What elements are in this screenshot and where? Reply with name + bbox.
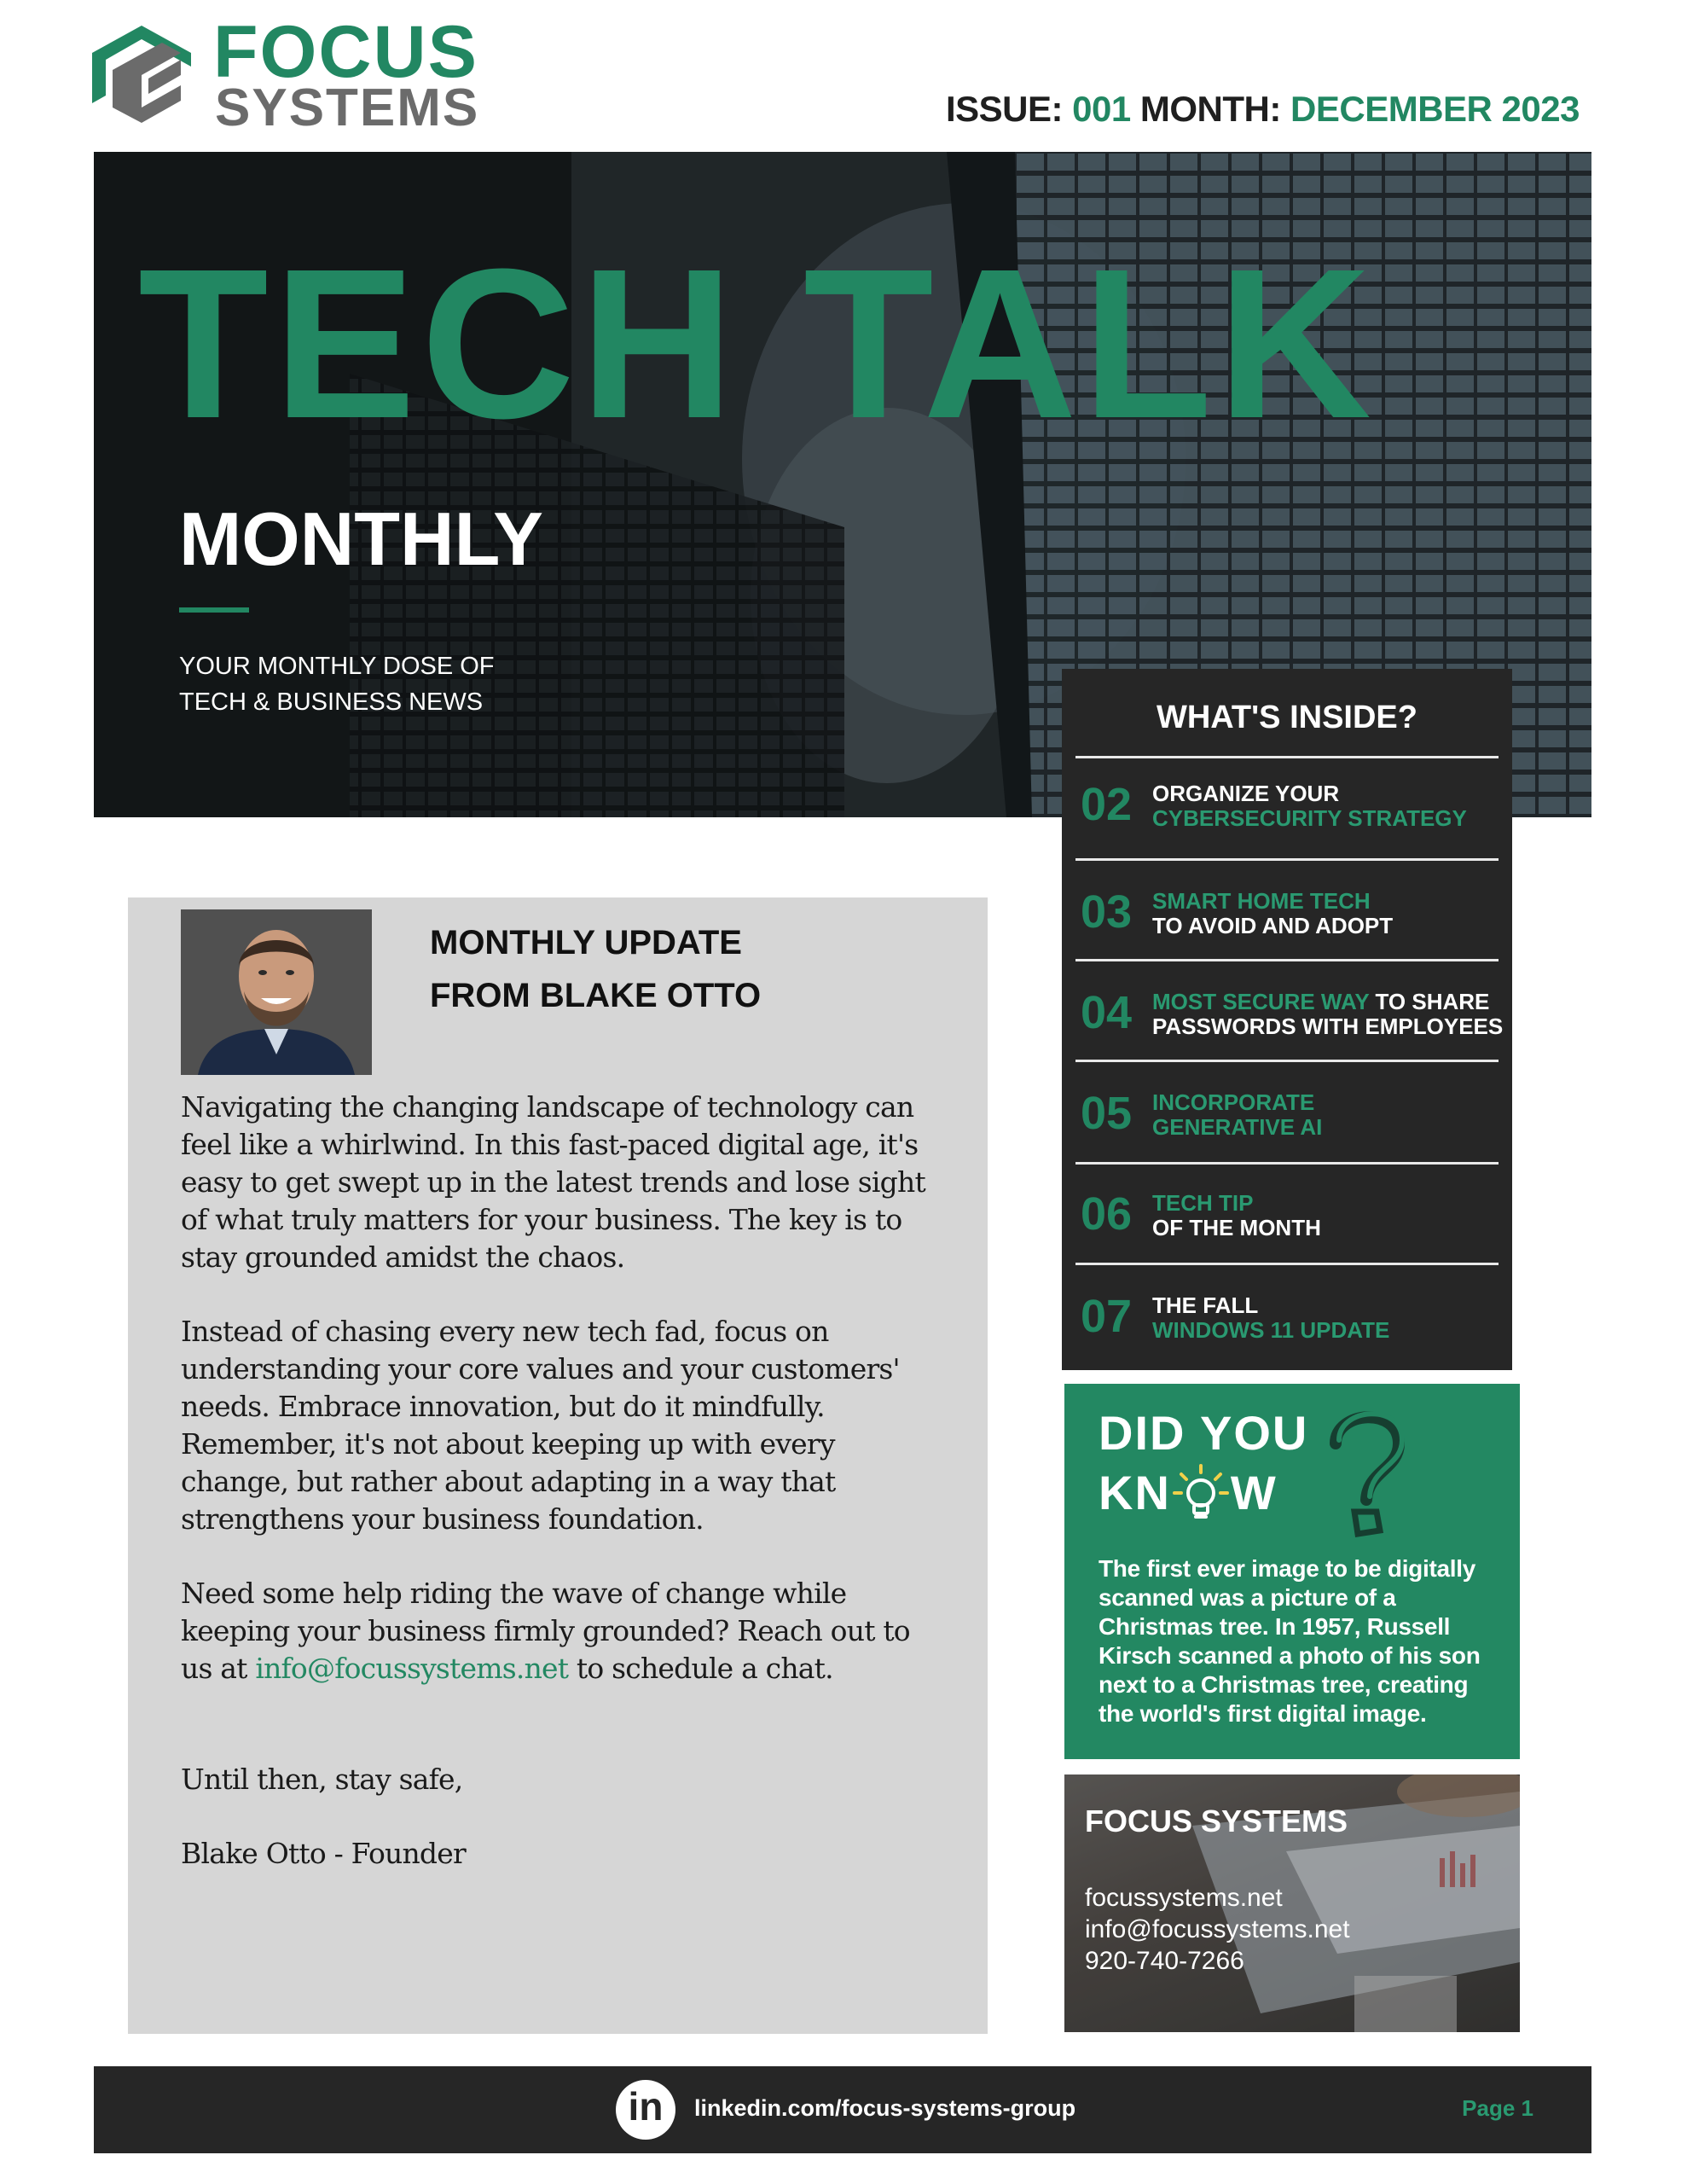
founder-letter-card xyxy=(128,897,988,2034)
letter-paragraph-1: Navigating the changing landscape of technology can feel like a whirlwind. In this fast-paced digital age, it's easy to get swept up in the latest trends and lose sight of what truly matters for your business. The key is to stay grounded amidst the chaos. xyxy=(181,1090,925,1274)
toc-item-number: 05 xyxy=(1081,1088,1133,1139)
toc-item-05[interactable] xyxy=(1081,1085,1507,1153)
month-value: DECEMBER 2023 xyxy=(1290,89,1580,129)
toc-divider xyxy=(1075,756,1499,758)
toc-item-02[interactable] xyxy=(1081,776,1507,845)
toc-item-label xyxy=(1152,781,1467,831)
whats-inside-panel xyxy=(1062,669,1512,1370)
toc-item-line-1: TECH TIP xyxy=(1152,1190,1254,1216)
hero-tagline-line-2: TECH & BUSINESS NEWS xyxy=(179,688,484,716)
contact-email-link[interactable]: info@focussystems.net xyxy=(1085,1915,1350,1943)
letter-signature: Blake Otto - Founder xyxy=(181,1837,466,1870)
toc-item-line-1-highlight: MOST SECURE WAY xyxy=(1152,989,1370,1014)
hero-title: TECH TALK xyxy=(138,224,1377,462)
toc-divider xyxy=(1075,1263,1499,1265)
letter-closing: Until then, stay safe, xyxy=(181,1763,463,1796)
letter-body xyxy=(181,1089,948,1909)
letter-heading xyxy=(430,916,761,1022)
issue-label: ISSUE: xyxy=(945,89,1073,129)
toc-divider xyxy=(1075,1162,1499,1165)
question-mark-icon xyxy=(1320,1399,1414,1544)
toc-item-label xyxy=(1152,1090,1322,1140)
did-you-know-panel xyxy=(1064,1384,1520,1759)
letter-paragraph-3 xyxy=(181,1575,948,1687)
letter-heading-line-2: FROM BLAKE OTTO xyxy=(430,977,762,1014)
toc-divider xyxy=(1075,1060,1499,1062)
month-label: MONTH: xyxy=(1130,89,1291,129)
hero-accent-rule xyxy=(179,607,249,613)
letter-paragraph-3-text: to schedule a chat. xyxy=(568,1652,833,1685)
linkedin-link[interactable]: linkedin.com/focus-systems-group xyxy=(694,2095,1076,2121)
toc-item-line-2: GENERATIVE AI xyxy=(1152,1114,1323,1140)
toc-item-line-2: OF THE MONTH xyxy=(1152,1215,1321,1240)
toc-item-line-1: TO SHARE xyxy=(1369,989,1490,1014)
did-you-know-heading-line-1: DID YOU xyxy=(1099,1406,1309,1460)
page-number: Page 1 xyxy=(1462,2095,1533,2121)
hero-subtitle: MONTHLY xyxy=(179,497,543,581)
toc-item-number: 07 xyxy=(1081,1291,1133,1342)
contact-website-link[interactable]: focussystems.net xyxy=(1085,1884,1283,1912)
focus-systems-logo-icon xyxy=(92,22,193,133)
toc-item-line-1: INCORPORATE xyxy=(1152,1089,1315,1115)
toc-item-line-2: PASSWORDS WITH EMPLOYEES xyxy=(1152,1014,1504,1039)
toc-item-line-2: CYBERSECURITY STRATEGY xyxy=(1152,805,1467,831)
toc-item-04[interactable] xyxy=(1081,985,1507,1053)
contact-details xyxy=(1085,1882,1350,1977)
hero-tagline-line-1: YOUR MONTHLY DOSE OF xyxy=(179,653,495,680)
toc-item-line-1: THE FALL xyxy=(1152,1292,1259,1318)
toc-item-07[interactable] xyxy=(1081,1288,1507,1356)
hero-tagline xyxy=(179,648,495,720)
toc-item-number: 02 xyxy=(1081,779,1133,830)
linkedin-icon-glyph: in xyxy=(628,2084,664,2129)
contact-card-title: FOCUS SYSTEMS xyxy=(1085,1804,1348,1838)
toc-item-line-2: WINDOWS 11 UPDATE xyxy=(1152,1317,1390,1343)
lightbulb-icon xyxy=(1173,1464,1229,1520)
letter-heading-line-1: MONTHLY UPDATE xyxy=(430,924,742,961)
toc-item-06[interactable] xyxy=(1081,1186,1507,1254)
did-you-know-heading-part: W xyxy=(1230,1466,1278,1519)
letter-paragraph-3-text: Need some help riding the wave of change while keeping your business firmly grounded? Reach out to us at xyxy=(181,1577,910,1685)
toc-item-number: 04 xyxy=(1081,987,1133,1038)
focus-systems-logo xyxy=(92,11,484,138)
linkedin-icon[interactable] xyxy=(616,2080,675,2140)
contact-card xyxy=(1064,1774,1520,2032)
toc-item-label xyxy=(1152,889,1393,938)
toc-item-03[interactable] xyxy=(1081,884,1507,952)
issue-value: 001 xyxy=(1072,89,1131,129)
toc-divider xyxy=(1075,858,1499,861)
letter-email-link[interactable]: info@focussystems.net xyxy=(255,1652,569,1685)
letter-paragraph-2: Instead of chasing every new tech fad, focus on understanding your core values and your customers' needs. Embrace innovation, but do it mindfully. Remember, it's not about keeping up with every change, but rather about adapting in a way that strengthens your business foundation. xyxy=(181,1315,900,1536)
contact-phone[interactable]: 920-740-7266 xyxy=(1085,1947,1244,1975)
toc-item-label xyxy=(1152,990,1503,1039)
did-you-know-body: The first ever image to be digitally scanned was a picture of a Christmas tree. In 1957, Russell Kirsch scanned a photo of his son next to a Christmas tree, creating the world's first digital image. xyxy=(1099,1555,1481,1727)
toc-item-line-1: SMART HOME TECH xyxy=(1152,888,1371,914)
logo-wordmark-systems: SYSTEMS xyxy=(215,78,480,137)
toc-divider xyxy=(1075,959,1499,961)
whats-inside-title: WHAT'S INSIDE? xyxy=(1157,700,1417,735)
page-footer xyxy=(94,2066,1591,2153)
logo-wordmark-focus: FOCUS xyxy=(213,11,478,93)
did-you-know-heading-line-2 xyxy=(1099,1466,1278,1520)
issue-month-line xyxy=(946,89,1580,130)
toc-item-number: 03 xyxy=(1081,886,1133,938)
toc-item-line-2: TO AVOID AND ADOPT xyxy=(1152,913,1394,938)
toc-item-label xyxy=(1152,1293,1389,1343)
toc-item-label xyxy=(1152,1191,1321,1240)
author-portrait-photo xyxy=(181,909,372,1075)
did-you-know-heading-part: KN xyxy=(1099,1466,1171,1519)
toc-item-number: 06 xyxy=(1081,1188,1133,1240)
toc-item-line-1: ORGANIZE YOUR xyxy=(1152,781,1340,806)
